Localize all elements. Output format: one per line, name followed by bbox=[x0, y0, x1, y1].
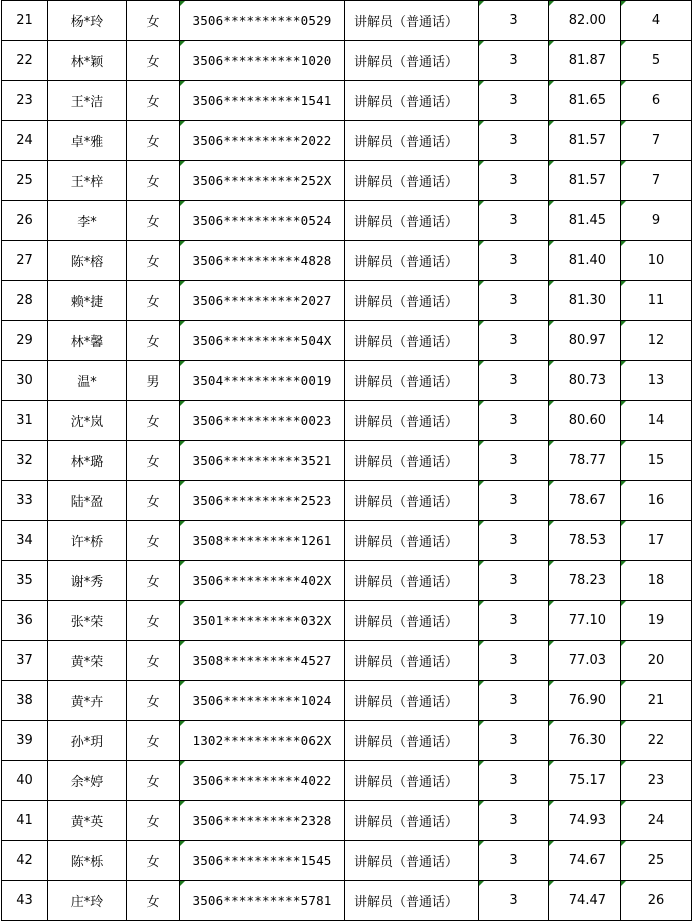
cell-hire-count: 3 bbox=[479, 561, 549, 601]
table-row bbox=[2, 561, 692, 601]
cell-name: 杨*玲 bbox=[48, 1, 127, 41]
cell-rank: 21 bbox=[621, 681, 692, 721]
cell-position: 讲解员（普通话） bbox=[345, 841, 479, 881]
cell-position: 讲解员（普通话） bbox=[345, 681, 479, 721]
cell-id-number: 3506**********1024 bbox=[180, 681, 345, 721]
cell-id-number: 3504**********0019 bbox=[180, 361, 345, 401]
cell-gender: 女 bbox=[127, 681, 180, 721]
cell-gender: 女 bbox=[127, 841, 180, 881]
cell-position: 讲解员（普通话） bbox=[345, 721, 479, 761]
cell-number: 22 bbox=[2, 41, 48, 81]
cell-hire-count: 3 bbox=[479, 201, 549, 241]
cell-rank: 10 bbox=[621, 241, 692, 281]
cell-number: 42 bbox=[2, 841, 48, 881]
table-row bbox=[2, 161, 692, 201]
cell-id-number: 3506**********2027 bbox=[180, 281, 345, 321]
cell-number: 30 bbox=[2, 361, 48, 401]
cell-rank: 24 bbox=[621, 801, 692, 841]
table-row bbox=[2, 281, 692, 321]
cell-hire-count: 3 bbox=[479, 841, 549, 881]
cell-rank: 14 bbox=[621, 401, 692, 441]
cell-hire-count: 3 bbox=[479, 441, 549, 481]
cell-gender: 女 bbox=[127, 481, 180, 521]
cell-name: 李* bbox=[48, 201, 127, 241]
cell-gender: 女 bbox=[127, 801, 180, 841]
cell-score: 81.87 bbox=[549, 41, 621, 81]
cell-rank: 17 bbox=[621, 521, 692, 561]
cell-score: 78.77 bbox=[549, 441, 621, 481]
cell-hire-count: 3 bbox=[479, 41, 549, 81]
table-row bbox=[2, 801, 692, 841]
cell-rank: 7 bbox=[621, 161, 692, 201]
cell-score: 81.30 bbox=[549, 281, 621, 321]
cell-number: 34 bbox=[2, 521, 48, 561]
cell-name: 余*婷 bbox=[48, 761, 127, 801]
cell-hire-count: 3 bbox=[479, 81, 549, 121]
cell-name: 林*璐 bbox=[48, 441, 127, 481]
cell-gender: 女 bbox=[127, 161, 180, 201]
cell-id-number: 3506**********504X bbox=[180, 321, 345, 361]
cell-name: 陈*栎 bbox=[48, 841, 127, 881]
cell-number: 37 bbox=[2, 641, 48, 681]
table-row bbox=[2, 121, 692, 161]
table-row bbox=[2, 441, 692, 481]
cell-rank: 13 bbox=[621, 361, 692, 401]
cell-number: 38 bbox=[2, 681, 48, 721]
table-row bbox=[2, 1, 692, 41]
cell-position: 讲解员（普通话） bbox=[345, 881, 479, 921]
cell-hire-count: 3 bbox=[479, 401, 549, 441]
cell-id-number: 3506**********0529 bbox=[180, 1, 345, 41]
cell-number: 25 bbox=[2, 161, 48, 201]
cell-number: 43 bbox=[2, 881, 48, 921]
cell-name: 张*荣 bbox=[48, 601, 127, 641]
table-row bbox=[2, 201, 692, 241]
cell-name: 陈*榕 bbox=[48, 241, 127, 281]
cell-number: 39 bbox=[2, 721, 48, 761]
cell-number: 41 bbox=[2, 801, 48, 841]
cell-rank: 16 bbox=[621, 481, 692, 521]
cell-gender: 女 bbox=[127, 81, 180, 121]
table-row bbox=[2, 841, 692, 881]
cell-position: 讲解员（普通话） bbox=[345, 441, 479, 481]
cell-rank: 19 bbox=[621, 601, 692, 641]
cell-hire-count: 3 bbox=[479, 161, 549, 201]
table-row bbox=[2, 321, 692, 361]
cell-position: 讲解员（普通话） bbox=[345, 201, 479, 241]
cell-name: 赖*捷 bbox=[48, 281, 127, 321]
table-row bbox=[2, 641, 692, 681]
cell-id-number: 3506**********402X bbox=[180, 561, 345, 601]
cell-position: 讲解员（普通话） bbox=[345, 361, 479, 401]
cell-name: 王*梓 bbox=[48, 161, 127, 201]
cell-gender: 女 bbox=[127, 641, 180, 681]
cell-rank: 15 bbox=[621, 441, 692, 481]
cell-id-number: 3506**********0023 bbox=[180, 401, 345, 441]
cell-rank: 12 bbox=[621, 321, 692, 361]
cell-id-number: 3506**********5781 bbox=[180, 881, 345, 921]
cell-id-number: 3508**********1261 bbox=[180, 521, 345, 561]
cell-score: 80.73 bbox=[549, 361, 621, 401]
cell-gender: 女 bbox=[127, 201, 180, 241]
cell-rank: 4 bbox=[621, 1, 692, 41]
cell-number: 35 bbox=[2, 561, 48, 601]
cell-name: 沈*岚 bbox=[48, 401, 127, 441]
cell-gender: 女 bbox=[127, 761, 180, 801]
cell-hire-count: 3 bbox=[479, 281, 549, 321]
cell-score: 74.93 bbox=[549, 801, 621, 841]
cell-hire-count: 3 bbox=[479, 521, 549, 561]
cell-score: 76.90 bbox=[549, 681, 621, 721]
cell-position: 讲解员（普通话） bbox=[345, 641, 479, 681]
table-row bbox=[2, 361, 692, 401]
cell-id-number: 3501**********032X bbox=[180, 601, 345, 641]
cell-rank: 26 bbox=[621, 881, 692, 921]
cell-hire-count: 3 bbox=[479, 241, 549, 281]
cell-score: 78.53 bbox=[549, 521, 621, 561]
cell-name: 黄*荣 bbox=[48, 641, 127, 681]
cell-number: 36 bbox=[2, 601, 48, 641]
cell-position: 讲解员（普通话） bbox=[345, 321, 479, 361]
cell-id-number: 3506**********2328 bbox=[180, 801, 345, 841]
cell-position: 讲解员（普通话） bbox=[345, 81, 479, 121]
cell-score: 82.00 bbox=[549, 1, 621, 41]
cell-hire-count: 3 bbox=[479, 881, 549, 921]
cell-gender: 女 bbox=[127, 721, 180, 761]
table-row bbox=[2, 41, 692, 81]
table-row bbox=[2, 761, 692, 801]
cell-name: 温* bbox=[48, 361, 127, 401]
cell-score: 76.30 bbox=[549, 721, 621, 761]
table-row bbox=[2, 81, 692, 121]
cell-gender: 女 bbox=[127, 321, 180, 361]
results-table bbox=[1, 0, 692, 921]
cell-gender: 女 bbox=[127, 121, 180, 161]
cell-number: 24 bbox=[2, 121, 48, 161]
cell-score: 81.57 bbox=[549, 161, 621, 201]
cell-name: 孙*玥 bbox=[48, 721, 127, 761]
cell-id-number: 3506**********1020 bbox=[180, 41, 345, 81]
cell-score: 77.03 bbox=[549, 641, 621, 681]
cell-score: 81.45 bbox=[549, 201, 621, 241]
table-row bbox=[2, 721, 692, 761]
cell-gender: 女 bbox=[127, 441, 180, 481]
cell-id-number: 3506**********2022 bbox=[180, 121, 345, 161]
cell-score: 78.67 bbox=[549, 481, 621, 521]
cell-score: 80.97 bbox=[549, 321, 621, 361]
cell-name: 庄*玲 bbox=[48, 881, 127, 921]
cell-gender: 女 bbox=[127, 41, 180, 81]
table-row bbox=[2, 401, 692, 441]
cell-position: 讲解员（普通话） bbox=[345, 801, 479, 841]
cell-score: 74.47 bbox=[549, 881, 621, 921]
cell-position: 讲解员（普通话） bbox=[345, 481, 479, 521]
cell-gender: 男 bbox=[127, 361, 180, 401]
cell-rank: 11 bbox=[621, 281, 692, 321]
cell-hire-count: 3 bbox=[479, 801, 549, 841]
cell-gender: 女 bbox=[127, 561, 180, 601]
cell-hire-count: 3 bbox=[479, 1, 549, 41]
cell-score: 81.57 bbox=[549, 121, 621, 161]
cell-position: 讲解员（普通话） bbox=[345, 401, 479, 441]
cell-hire-count: 3 bbox=[479, 681, 549, 721]
cell-hire-count: 3 bbox=[479, 481, 549, 521]
cell-name: 黄*英 bbox=[48, 801, 127, 841]
cell-rank: 22 bbox=[621, 721, 692, 761]
cell-id-number: 1302**********062X bbox=[180, 721, 345, 761]
cell-hire-count: 3 bbox=[479, 761, 549, 801]
cell-position: 讲解员（普通话） bbox=[345, 601, 479, 641]
cell-id-number: 3506**********3521 bbox=[180, 441, 345, 481]
cell-number: 26 bbox=[2, 201, 48, 241]
cell-id-number: 3506**********4828 bbox=[180, 241, 345, 281]
cell-hire-count: 3 bbox=[479, 321, 549, 361]
cell-name: 林*颖 bbox=[48, 41, 127, 81]
table-body bbox=[2, 1, 692, 921]
table-row bbox=[2, 521, 692, 561]
cell-name: 王*洁 bbox=[48, 81, 127, 121]
cell-position: 讲解员（普通话） bbox=[345, 41, 479, 81]
cell-position: 讲解员（普通话） bbox=[345, 761, 479, 801]
cell-hire-count: 3 bbox=[479, 721, 549, 761]
cell-score: 77.10 bbox=[549, 601, 621, 641]
cell-rank: 9 bbox=[621, 201, 692, 241]
cell-id-number: 3506**********4022 bbox=[180, 761, 345, 801]
table-row bbox=[2, 241, 692, 281]
cell-score: 81.40 bbox=[549, 241, 621, 281]
table-row bbox=[2, 601, 692, 641]
cell-gender: 女 bbox=[127, 521, 180, 561]
cell-gender: 女 bbox=[127, 281, 180, 321]
cell-gender: 女 bbox=[127, 601, 180, 641]
cell-rank: 18 bbox=[621, 561, 692, 601]
cell-name: 林*馨 bbox=[48, 321, 127, 361]
cell-position: 讲解员（普通话） bbox=[345, 161, 479, 201]
cell-id-number: 3506**********2523 bbox=[180, 481, 345, 521]
cell-number: 31 bbox=[2, 401, 48, 441]
cell-number: 40 bbox=[2, 761, 48, 801]
cell-id-number: 3506**********1545 bbox=[180, 841, 345, 881]
cell-rank: 7 bbox=[621, 121, 692, 161]
cell-rank: 23 bbox=[621, 761, 692, 801]
table-row bbox=[2, 481, 692, 521]
cell-number: 32 bbox=[2, 441, 48, 481]
cell-name: 许*桥 bbox=[48, 521, 127, 561]
cell-name: 陆*盈 bbox=[48, 481, 127, 521]
cell-rank: 20 bbox=[621, 641, 692, 681]
cell-score: 78.23 bbox=[549, 561, 621, 601]
cell-number: 27 bbox=[2, 241, 48, 281]
cell-hire-count: 3 bbox=[479, 641, 549, 681]
cell-position: 讲解员（普通话） bbox=[345, 561, 479, 601]
cell-rank: 5 bbox=[621, 41, 692, 81]
cell-name: 谢*秀 bbox=[48, 561, 127, 601]
cell-score: 74.67 bbox=[549, 841, 621, 881]
cell-name: 黄*卉 bbox=[48, 681, 127, 721]
cell-position: 讲解员（普通话） bbox=[345, 121, 479, 161]
cell-number: 21 bbox=[2, 1, 48, 41]
cell-id-number: 3506**********1541 bbox=[180, 81, 345, 121]
cell-position: 讲解员（普通话） bbox=[345, 281, 479, 321]
cell-rank: 6 bbox=[621, 81, 692, 121]
table-row bbox=[2, 881, 692, 921]
cell-id-number: 3506**********0524 bbox=[180, 201, 345, 241]
cell-number: 23 bbox=[2, 81, 48, 121]
cell-number: 33 bbox=[2, 481, 48, 521]
cell-id-number: 3506**********252X bbox=[180, 161, 345, 201]
cell-id-number: 3508**********4527 bbox=[180, 641, 345, 681]
cell-hire-count: 3 bbox=[479, 601, 549, 641]
cell-number: 29 bbox=[2, 321, 48, 361]
cell-rank: 25 bbox=[621, 841, 692, 881]
cell-name: 卓*雅 bbox=[48, 121, 127, 161]
cell-hire-count: 3 bbox=[479, 121, 549, 161]
cell-gender: 女 bbox=[127, 401, 180, 441]
table-row bbox=[2, 681, 692, 721]
cell-score: 75.17 bbox=[549, 761, 621, 801]
cell-score: 80.60 bbox=[549, 401, 621, 441]
cell-number: 28 bbox=[2, 281, 48, 321]
cell-gender: 女 bbox=[127, 881, 180, 921]
cell-position: 讲解员（普通话） bbox=[345, 241, 479, 281]
cell-gender: 女 bbox=[127, 241, 180, 281]
cell-score: 81.65 bbox=[549, 81, 621, 121]
cell-position: 讲解员（普通话） bbox=[345, 521, 479, 561]
cell-position: 讲解员（普通话） bbox=[345, 1, 479, 41]
cell-hire-count: 3 bbox=[479, 361, 549, 401]
cell-gender: 女 bbox=[127, 1, 180, 41]
